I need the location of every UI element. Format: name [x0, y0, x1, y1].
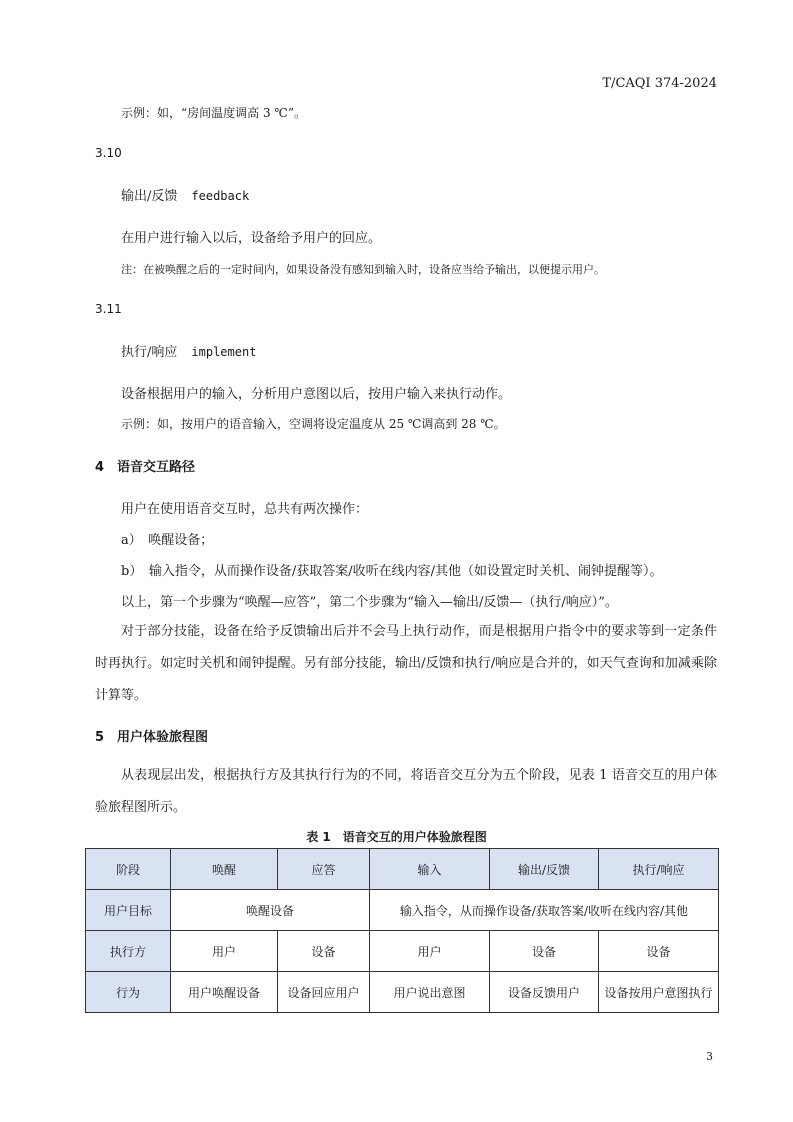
action-cell: 设备按用户意图执行 — [599, 972, 719, 1013]
term-cn: 输出/反馈 — [121, 189, 178, 204]
stage-wake: 唤醒 — [171, 849, 278, 890]
stage-label: 阶段 — [86, 849, 171, 890]
action-cell: 设备反馈用户 — [490, 972, 599, 1013]
list-item-b: b） 输入指令，从而操作设备/获取答案/收听在线内容/其他（如设置定时关机、闹钟提醒等）。 — [121, 564, 663, 579]
stage-feedback: 输出/反馈 — [490, 849, 599, 890]
stage-implement: 执行/响应 — [599, 849, 719, 890]
goal-input: 输入指令，从而操作设备/获取答案/收听在线内容/其他 — [370, 890, 719, 931]
actor-cell: 设备 — [599, 931, 719, 972]
term-cn: 执行/响应 — [121, 345, 178, 360]
action-cell: 设备回应用户 — [278, 972, 370, 1013]
action-cell: 用户唤醒设备 — [171, 972, 278, 1013]
stage-input: 输入 — [370, 849, 490, 890]
actor-cell: 用户 — [370, 931, 490, 972]
term-en: feedback — [191, 189, 250, 203]
action-cell: 用户说出意图 — [370, 972, 490, 1013]
actor-cell: 设备 — [490, 931, 599, 972]
actor-cell: 设备 — [278, 931, 370, 972]
table-caption: 表 1 语音交互的用户体验旅程图 — [306, 830, 487, 844]
definition-implement: 设备根据用户的输入，分析用户意图以后，按用户输入来执行动作。 — [121, 387, 512, 402]
journey-table — [85, 848, 719, 1013]
section-5-paragraph: 从表现层出发，根据执行方及其执行行为的不同，将语音交互分为五个阶段，见表 1 语音交互的用户体验旅程图所示。 — [95, 768, 717, 815]
section-5-title: 5 用户体验旅程图 — [95, 730, 209, 745]
stage-respond: 应答 — [278, 849, 370, 890]
term-en: implement — [191, 345, 257, 359]
table-row-goal — [86, 890, 719, 931]
note-feedback: 注：在被唤醒之后的一定时间内，如果设备没有感知到输入时，设备应当给予输出，以便提示用户。 — [121, 263, 605, 276]
term-feedback — [121, 185, 249, 204]
goal-wake: 唤醒设备 — [171, 890, 370, 931]
clause-number-3-10: 3.10 — [95, 146, 122, 160]
example-temperature: 示例：如，“房间温度调高 3 ℃”。 — [121, 106, 306, 120]
actor-label: 执行方 — [86, 931, 171, 972]
table-row-actor — [86, 931, 719, 972]
clause-number-3-11: 3.11 — [95, 302, 122, 316]
table-row-stage — [86, 849, 719, 890]
definition-feedback: 在用户进行输入以后，设备给予用户的回应。 — [121, 231, 382, 246]
section-4-intro: 用户在使用语音交互时，总共有两次操作： — [121, 502, 369, 517]
goal-label: 用户目标 — [86, 890, 171, 931]
example-implement: 示例：如，按用户的语音输入，空调将设定温度从 25 ℃调高到 28 ℃。 — [121, 417, 506, 431]
steps-summary: 以上，第一个步骤为“唤醒—应答”，第二个步骤为“输入—输出/反馈—（执行/响应）”。 — [121, 595, 618, 610]
table-row-action — [86, 972, 719, 1013]
action-label: 行为 — [86, 972, 171, 1013]
term-implement — [121, 341, 256, 360]
page-number: 3 — [706, 1050, 713, 1063]
list-item-a: a） 唤醒设备； — [121, 533, 214, 548]
section-4-title: 4 语音交互路径 — [95, 460, 196, 475]
document-code: T/CAQI 374-2024 — [602, 76, 717, 91]
section-4-paragraph: 对于部分技能，设备在给予反馈输出后并不会马上执行动作，而是根据用户指令中的要求等到一定条件时再执行。如定时关机和闹钟提醒。另有部分技能，输出/反馈和执行/响应是合并的，如天气查询和加减乘除计算等。 — [95, 624, 717, 703]
actor-cell: 用户 — [171, 931, 278, 972]
